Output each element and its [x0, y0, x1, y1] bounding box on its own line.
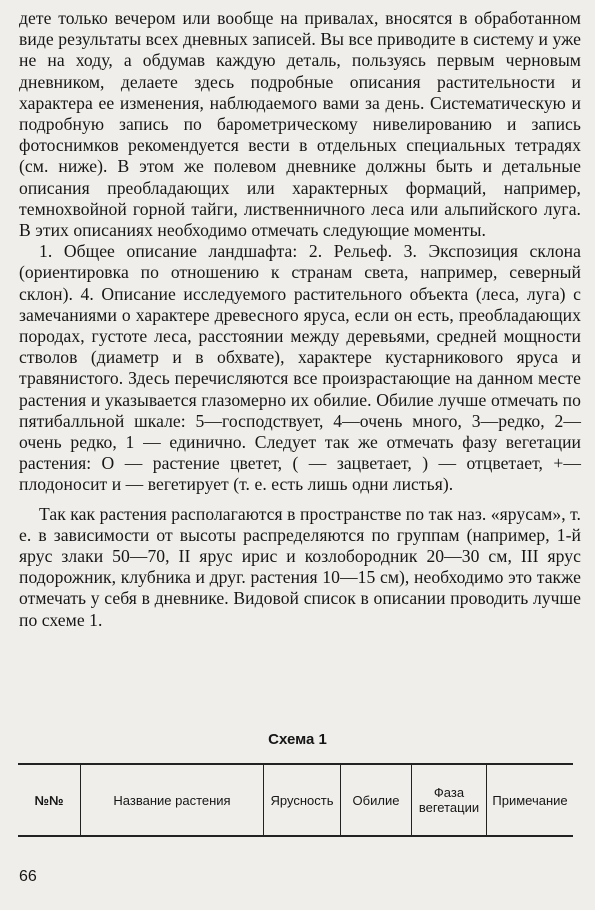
scheme-title: Схема 1 — [268, 731, 327, 748]
body-text — [19, 8, 581, 631]
paragraph-1: дете только вечером или вообще на привалах, вносятся в обработанном виде результаты всех дневных записей. Вы все приводите в систему и уже не на ходу, а обдумав каждую деталь, пользуясь первым черновым дневником, делаете здесь подробные описания растительности и характера ее изменения, наблюдаемого вами за день. Систематическую и подробную запись по барометрическому нивелированию и запись фотоснимков рекомендуется вести в отдельных специальных тетрадях (см. ниже). В этом же полевом дневнике должны быть и детальные описания преобладающих или характерных формаций, например, темнохвойной горной тайги, лиственничного леса или альпийского луга. В этих описаниях необходимо отмечать следующие моменты. — [19, 8, 581, 241]
column-layer: Ярусность — [264, 764, 341, 836]
paragraph-3: Так как растения располагаются в пространстве по так наз. «ярусам», т. е. в зависимости от высоты распределяются по группам (например, 1-й ярус злаки 50—70, II ярус ирис и козлобородник 20—30 см, III ярус подорожник, клубника и друг. растения 10—15 см), необходимо это также отмечать у себя в дневнике. Видовой список в описании проводить лучше по схеме 1. — [19, 503, 581, 630]
column-number: №№ — [18, 764, 81, 836]
paragraph-2: 1. Общее описание ландшафта: 2. Рельеф. 3. Экспозиция склона (ориентировка по отношению к странам света, например, северный склон). 4. Описание исследуемого растительного объекта (леса, луга) с замечаниями о характере древесного яруса, если он есть, преобладающих породах, густоте леса, расстоянии между деревьями, средней мощности стволов (диаметр и в обхвате), характере кустарникового яруса и травянистого. Здесь перечисляются все произрастающие на данном месте растения и указывается глазомерно их обилие. Обилие лучше отмечать по пятибалльной шкале: 5—господствует, 4—очень много, 3—редко, 2—очень редко, 1 — единично. Следует так же отмечать фазу вегетации растения: О — растение цветет, ( — зацветает, ) — отцветает, +— плодоносит и — вегетирует (т. е. есть лишь одни листья). — [19, 241, 581, 495]
column-vegetation-phase: Фаза вегетации — [412, 764, 487, 836]
scheme-header-row — [18, 764, 573, 836]
scheme-table — [18, 763, 573, 837]
page-number: 66 — [19, 868, 37, 885]
column-plant-name: Название растения — [81, 764, 264, 836]
column-notes: Примечание — [487, 764, 574, 836]
column-abundance: Обилие — [341, 764, 412, 836]
